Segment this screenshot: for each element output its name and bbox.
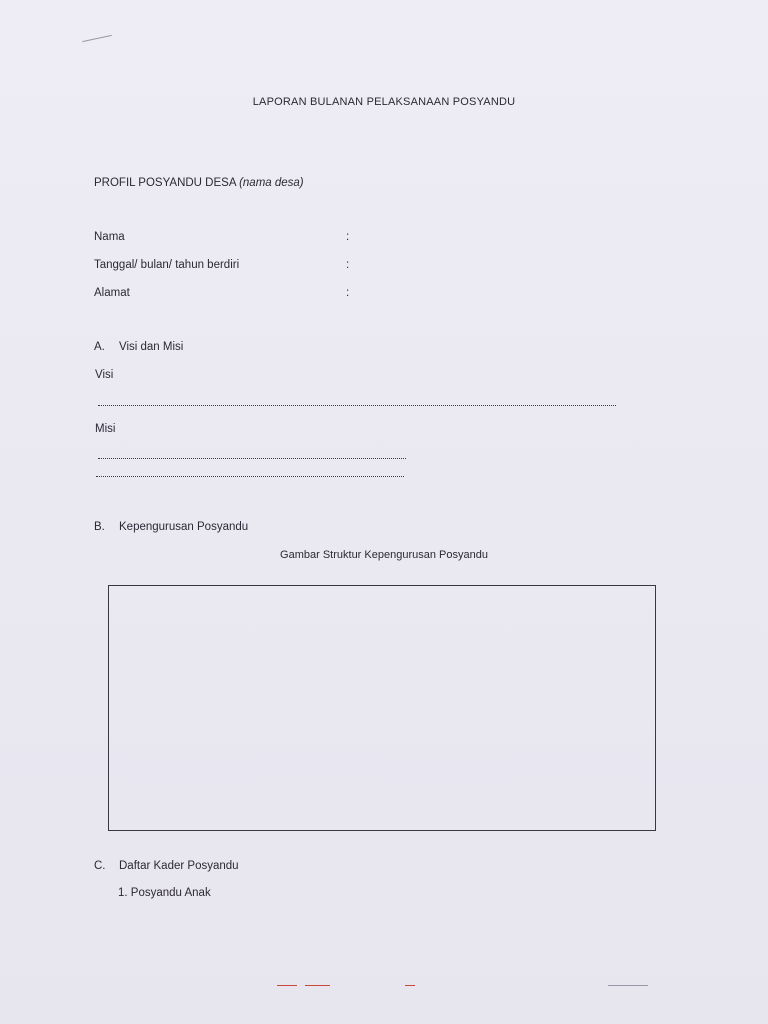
field-label-alamat: Alamat	[94, 287, 130, 299]
section-b-heading: Kepengurusan Posyandu	[119, 521, 249, 533]
section-a-letter: A.	[94, 341, 105, 353]
kader-list-item: 1. Posyandu Anak	[118, 887, 211, 899]
misi-dotted-line-2	[96, 476, 404, 477]
scan-mark	[405, 985, 415, 986]
field-separator-tanggal-berdiri: :	[346, 259, 350, 271]
profile-heading-text: PROFIL POSYANDU DESA	[94, 177, 236, 189]
scan-mark	[82, 35, 112, 42]
misi-dotted-line-1	[98, 458, 406, 459]
section-c-letter: C.	[94, 860, 106, 872]
scan-mark	[277, 985, 297, 986]
field-separator-alamat: :	[346, 287, 350, 299]
structure-figure-label: Gambar Struktur Kepengurusan Posyandu	[280, 549, 488, 561]
scan-mark	[305, 985, 330, 986]
section-c-heading: Daftar Kader Posyandu	[119, 860, 239, 872]
section-b-letter: B.	[94, 521, 105, 533]
document-title: LAPORAN BULANAN PELAKSANAAN POSYANDU	[252, 96, 516, 108]
visi-label: Visi	[95, 369, 114, 381]
misi-label: Misi	[95, 423, 116, 435]
section-a-heading: Visi dan Misi	[119, 341, 184, 353]
profile-heading	[94, 176, 304, 190]
field-label-nama: Nama	[94, 231, 125, 243]
field-label-tanggal-berdiri: Tanggal/ bulan/ tahun berdiri	[94, 259, 240, 271]
scan-mark	[608, 985, 648, 986]
field-separator-nama: :	[346, 231, 350, 243]
visi-dotted-line	[98, 405, 616, 406]
structure-drawing-box	[108, 585, 656, 831]
profile-heading-placeholder: (nama desa)	[239, 177, 304, 189]
